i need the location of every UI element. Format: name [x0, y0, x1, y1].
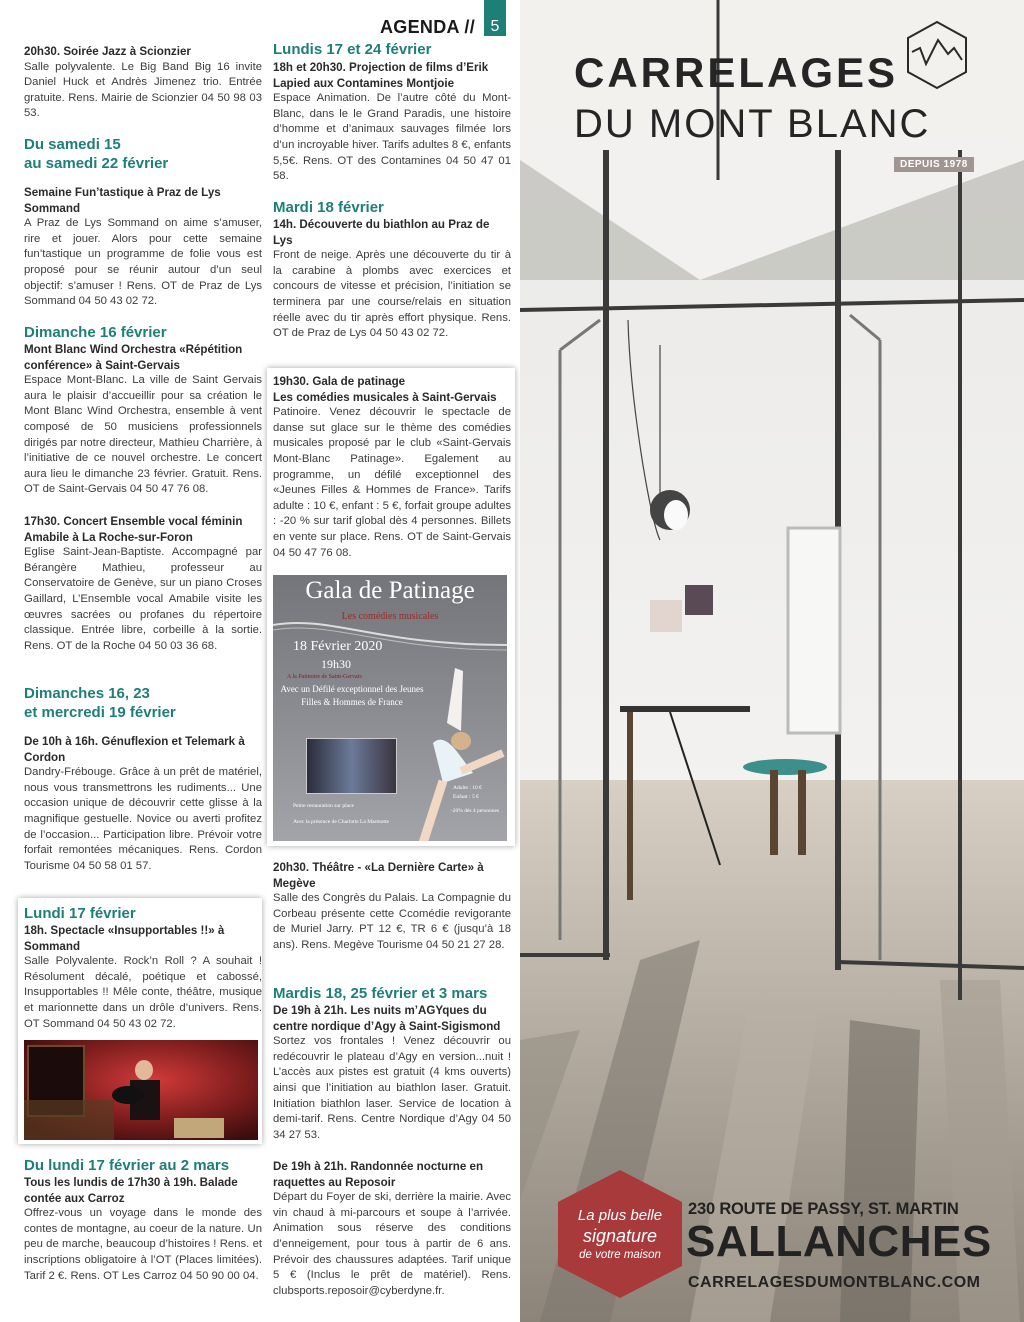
- date-heading: [24, 136, 168, 173]
- event-body: Patinoire. Venez découvrir le spectacle de danse sut glace sur le thème des comédies musicales proposé par le club «Saint-Gervais Mont-Blanc Patinage». Egalement au programme, un défilé exceptionnel des «Jeunes Filles & Hommes de France». Tarifs adulte : 10 €, enfant : 5 €, forfait groupe adultes : -20 % sur tarif global dès 4 personnes. Billets en vente sur place. Rens. OT de Saint-Gervais 04 50 47 76 08.: [273, 406, 511, 559]
- poster-restauration: Petite restauration sur place: [293, 803, 354, 809]
- date-line: au samedi 22 février: [24, 154, 169, 172]
- event-title: Mont Blanc Wind Orchestra «Répétition conférence» à Saint-Gervais: [24, 343, 243, 372]
- event-body: Espace Mont-Blanc. La ville de Saint Gervais aura le plaisir d’accueillir pour sa création le Mont Blanc Wind Orchestra, ensemble à vent composé de 50 musiciens professionnels dirigés par notre directeur, Mathieu Charrière, à l’initiative de ce nouvel orchestre. Le concert aura lieu le dimanche 23 février. Gratuit. Rens. OT de Saint-Gervais 04 50 47 76 08.: [24, 374, 262, 496]
- event-body: Salle Polyvalente. Rock’n Roll ? A souhait ! Résolument décalé, poétique et cabossé, Insupportables !! Mêle conte, théâtre, musique et marionnette dans un drôle d’univers. Rens. OT Sommand 04 50 43 02 72.: [24, 955, 262, 1030]
- event-lapied: [273, 60, 511, 185]
- poster-time: 19h30: [321, 657, 351, 671]
- date-heading: Mardi 18 février: [273, 199, 384, 216]
- event-title: 20h30. Théâtre - «La Dernière Carte» à Megève: [273, 861, 484, 890]
- event-body: Salle polyvalente. Le Big Band Big 16 invite Daniel Huck et Andrès Jimenez trio. Entrée gratuite. Rens. Mairie de Scionzier 04 50 98 03 53.: [24, 60, 262, 120]
- event-wind-orchestra: [24, 342, 262, 498]
- date-line: Du samedi 15: [24, 136, 121, 153]
- poster-group: -20% dès 4 personnes: [450, 808, 500, 814]
- event-title: Semaine Fun’tastique à Praz de Lys Sommand: [24, 186, 221, 215]
- event-gala: [273, 374, 511, 561]
- event-title: De 10h à 16h. Génuflexion et Telemark à Cordon: [24, 735, 245, 764]
- since-badge: DEPUIS 1978: [894, 157, 974, 172]
- website-link[interactable]: CARRELAGESDUMONTBLANC.COM: [688, 1274, 981, 1291]
- event-raquettes: [273, 1159, 511, 1299]
- store-city: SALLANCHES: [686, 1217, 992, 1266]
- event-jazz: [24, 44, 262, 122]
- poster-price-child: Enfant : 5 €: [453, 794, 479, 800]
- interior-photo: [520, 0, 1024, 1322]
- tagline-line1: La plus belle: [577, 1207, 663, 1224]
- poster-title: Gala de Patinage: [305, 577, 475, 604]
- event-title: 20h30. Soirée Jazz à Scionzier: [24, 45, 191, 58]
- poster-date: 18 Février 2020: [293, 639, 383, 654]
- poster-defile: Avec un Défilé exceptionnel des Jeunes Filles & Hommes de France: [280, 684, 424, 707]
- event-insupportables: [24, 923, 262, 1032]
- event-title: 18h et 20h30. Projection de films d’Erik Lapied aux Contamines Montjoie: [273, 61, 489, 90]
- event-telemark: [24, 734, 262, 874]
- date-line: Dimanches 16, 23: [24, 685, 150, 702]
- event-body: Espace Animation. De l’autre côté du Mont-Blanc, dans le le Grand Paradis, une histoire d’homme et d’animaux sauvages filmée lors d’un incroyable hiver. Tarifs adultes 8 €, enfants 5,5€. Rens. OT des Contamines 04 50 47 01 58.: [273, 92, 511, 183]
- event-body: Front de neige. Après une découverte du tir à la carabine à plombs avec exercices et concours de vitesse et précision, l’initiation se terminera par une course/relais en situation réelle avec du tir après effort physique. Rens. OT de Praz de Lys 04 50 43 02 72.: [273, 249, 511, 340]
- poster-presence: Avec la présence de Charlotte La Marmotte: [293, 819, 389, 825]
- date-heading: Dimanche 16 février: [24, 324, 167, 341]
- poster-venue: A la Patinoire de Saint-Gervais: [287, 674, 362, 680]
- event-agy: [273, 1003, 511, 1143]
- event-biathlon: [273, 217, 511, 342]
- event-body: Salle des Congrès du Palais. La Compagnie du Corbeau présente cette Ccomédie revigorante de Muriel Jarry. PT 12 €, TR 6 € (jusqu’à 18 ans). Rens. Megève Tourisme 04 50 21 27 28.: [273, 892, 511, 951]
- poster-price-adult: Adulte : 10 €: [453, 785, 482, 791]
- gala-poster: [273, 575, 507, 841]
- date-heading: Mardis 18, 25 février et 3 mars: [273, 985, 488, 1002]
- event-title: De 19h à 21h. Randonnée nocturne en raquettes au Reposoir: [273, 1160, 484, 1189]
- date-heading: Lundis 17 et 24 février: [273, 41, 432, 58]
- store-address: 230 ROUTE DE PASSY, ST. MARTIN: [688, 1200, 959, 1218]
- event-title: 19h30. Gala de patinage: [273, 375, 406, 388]
- brand-name-line2: DU MONT BLANC: [574, 102, 931, 146]
- date-heading: Lundi 17 février: [24, 905, 136, 922]
- event-body: Sortez vos frontales ! Venez découvrir ou redécouvrir le plateau d’Agy en version...nuit ! L’accès aux pistes est gratuit (4 kms ouverts) ainsi que l’initiation au biathlon laser. Gratuit. Initiation biathlon laser. Service de location à demi-tarif. Rens. Centre Nordique d’Agy 04 50 34 27 53.: [273, 1035, 511, 1141]
- date-line: et mercredi 19 février: [24, 703, 176, 721]
- event-balade-contee: [24, 1175, 262, 1284]
- event-body: Départ du Foyer de ski, derrière la mairie. Avec vin chaud à mi-parcours et soupe à l’arrivée. Animation sous réserve des conditions d’enneigement, pour tous à partir de 6 ans. Prévoir des chaussures adaptées. Tarif unique 5 € (Inclus le prêt de matériel). Rens. clubsports.reposoir@cyberdyne.fr.: [273, 1191, 511, 1297]
- poster-photo: [306, 738, 397, 794]
- date-heading: Du lundi 17 février au 2 mars: [24, 1157, 230, 1174]
- event-title: 17h30. Concert Ensemble vocal féminin Amabile à La Roche-sur-Foron: [24, 515, 243, 544]
- event-title: Tous les lundis de 17h30 à 19h. Balade contée aux Carroz: [24, 1176, 238, 1205]
- event-theatre: [273, 860, 511, 954]
- tagline-line3: de votre maison: [579, 1249, 661, 1261]
- event-body: Dandry-Frébouge. Grâce à un prêt de matériel, nous vous transmettrons les rudiments... Une occasion unique de découvrir cette glisse à la magnifique gestuelle. Novice ou averti profitez de l’occasion... Participation libre. Prévoir votre forfait remontées mécaniques. Rens. Cordon Tourisme 04 50 58 01 57.: [24, 766, 262, 872]
- concert-photo: [24, 1040, 258, 1140]
- event-title: 14h. Découverte du biathlon au Praz de Lys: [273, 218, 490, 247]
- mountain-hex-logo-icon: [906, 20, 968, 90]
- event-body: Eglise Saint-Jean-Baptiste. Accompagné par Bérangère Mathieu, professeur au Conservatoire de Genève, sur un piano Croses Gaillard, L’Ensemble vocal Amabile visite les œuvres sacrées ou profanes du répertoire classique. Entrée libre, corbeille à la sortie. Rens. OT de la Roche 04 50 03 36 68.: [24, 546, 262, 652]
- brand-name-line1: CARRELAGES: [574, 49, 899, 96]
- event-body: A Praz de Lys Sommand on aime s’amuser, rire et jouer. Alors pour cette semaine fun’tastique un programme de folie vous est proposé pour se réunir autour d’un seul objectif: s’amuser ! Rens. OT de Praz de Lys Sommand 04 50 43 02 72.: [24, 217, 262, 308]
- poster-subtitle: Les comédies musicales: [341, 611, 439, 622]
- event-amabile: [24, 514, 262, 654]
- advertisement: [520, 0, 1024, 1322]
- event-subtitle: Les comédies musicales à Saint-Gervais: [273, 390, 497, 404]
- event-body: Offrez-vous un voyage dans le monde des contes de montagne, au coeur de la nature. Un peu de marche, beaucoup d’histoires ! Rens. et inscriptions obligatoire à l’OT (Places limitées). Tarif 2 €. Rens. OT Les Carroz 04 50 90 00 04.: [24, 1207, 262, 1282]
- date-heading: [24, 685, 176, 722]
- tagline-line2: signature: [582, 1226, 658, 1246]
- event-title: De 19h à 21h. Les nuits m’AGYques du centre nordique d’Agy à Saint-Sigismond: [273, 1004, 501, 1033]
- event-title: 18h. Spectacle «Insupportables !!» à Sommand: [24, 924, 225, 953]
- event-funtastique: [24, 185, 262, 310]
- page-number: 5: [484, 0, 506, 36]
- section-header: AGENDA //: [380, 17, 476, 37]
